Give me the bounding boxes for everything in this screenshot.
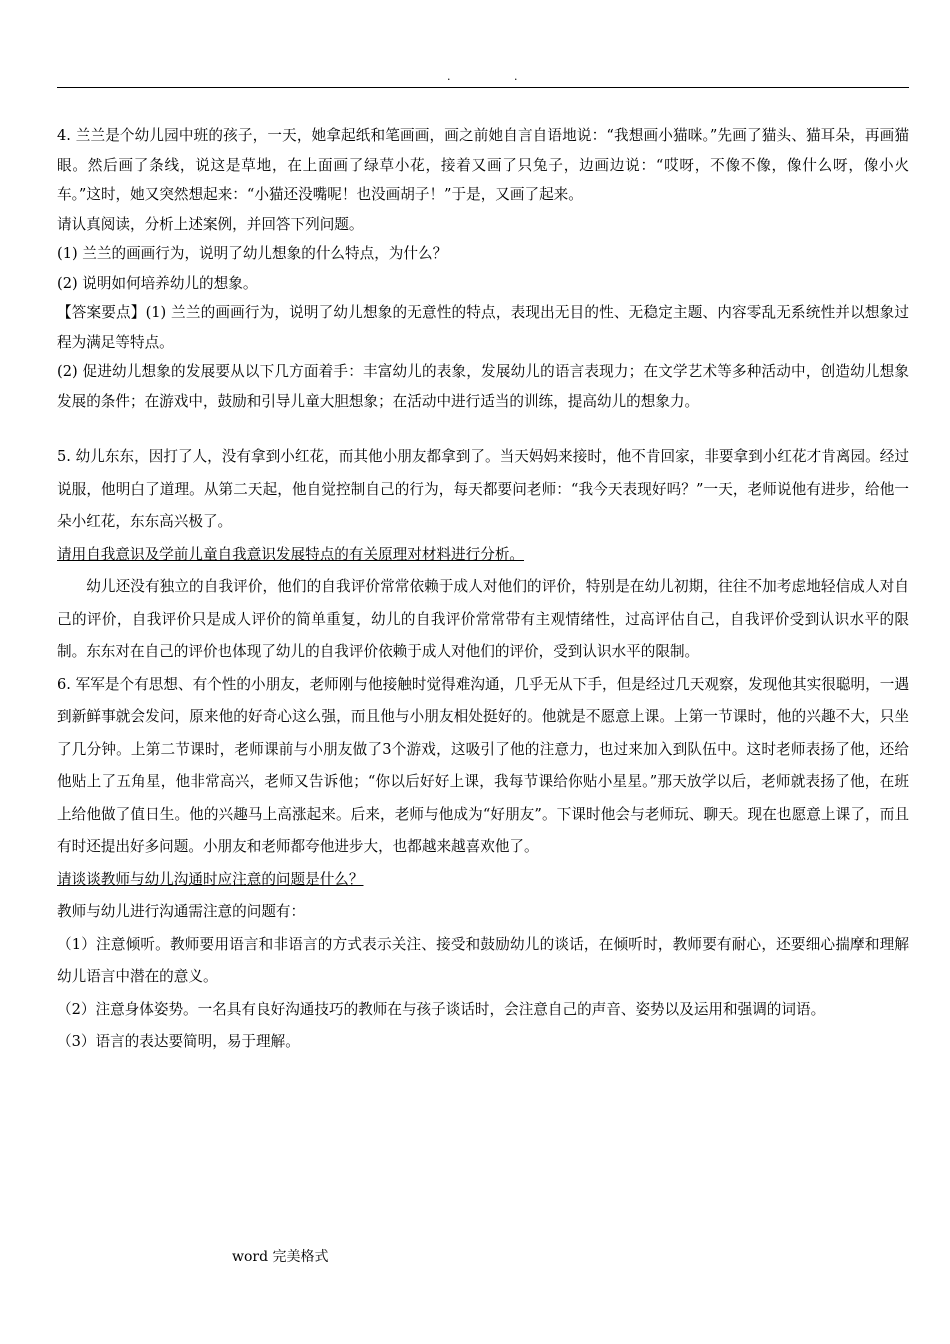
q5-stem: 5. 幼儿东东，因打了人，没有拿到小红花，而其他小朋友都拿到了。当天妈妈来接时，他不肯回家，非要拿到小红花才肯离园。经过说服，他明白了道理。从第二天起，他自觉控制自己的行为，每天都要问老师：“我今天表现好吗？”一天，老师说他有进步，给他一朵小红花，东东高兴极了。 bbox=[57, 448, 909, 530]
q4-sub-question-2: (2) 说明如何培养幼儿的想象。 bbox=[57, 274, 258, 292]
q5-question: 请用自我意识及学前儿童自我意识发展特点的有关原理对材料进行分析。 bbox=[57, 545, 525, 563]
q4-answer-2: (2) 促进幼儿想象的发展要从以下几方面着手：丰富幼儿的表象，发展幼儿的语言表现力；在文学艺术等多种活动中，创造幼儿想象发展的条件；在游戏中，鼓励和引导儿童大胆想象；在活动中进行适当的训练，提高幼儿的想象力。 bbox=[57, 363, 909, 410]
q6-point-2: （2）注意身体姿势。一名具有良好沟通技巧的教师在与孩子谈话时，会注意自己的声音、姿势以及运用和强调的词语。 bbox=[57, 1000, 826, 1018]
header-dot-right: . bbox=[514, 70, 518, 83]
section-gap bbox=[57, 416, 909, 441]
q4-instruction: 请认真阅读，分析上述案例，并回答下列问题。 bbox=[57, 215, 364, 233]
q6-answer-intro: 教师与幼儿进行沟通需注意的问题有： bbox=[57, 903, 306, 920]
question-4 bbox=[57, 121, 909, 416]
q4-answer-1: 【答案要点】(1) 兰兰的画画行为，说明了幼儿想象的无意性的特点，表现出无目的性、无稳定主题、内容零乱无系统性并以想象过程为满足等特点。 bbox=[57, 304, 909, 351]
header-rule bbox=[57, 87, 909, 88]
footer-label: word 完美格式 bbox=[232, 1249, 329, 1265]
q6-point-1: （1）注意倾听。教师要用语言和非语言的方式表示关注、接受和鼓励幼儿的谈话，在倾听时，教师要有耐心，还要细心揣摩和理解幼儿语言中潜在的意义。 bbox=[57, 935, 909, 985]
question-6 bbox=[57, 669, 909, 1059]
q4-sub-question-1: (1) 兰兰的画画行为，说明了幼儿想象的什么特点，为什么？ bbox=[57, 245, 448, 262]
q6-point-3: （3）语言的表达要简明，易于理解。 bbox=[57, 1033, 300, 1050]
q5-answer: 幼儿还没有独立的自我评价，他们的自我评价常常依赖于成人对他们的评价，特别是在幼儿初期，往往不加考虑地轻信成人对自己的评价，自我评价只是成人评价的简单重复，幼儿的自我评价常常带有主观情绪性，过高评估自己，自我评价受到认识水平的限制。东东对在自己的评价也体现了幼儿的自我评价依赖于成人对他们的评价，受到认识水平的限制。 bbox=[57, 578, 909, 660]
q6-stem: 6. 军军是个有思想、有个性的小朋友，老师刚与他接触时觉得难沟通，几乎无从下手，但是经过几天观察，发现他其实很聪明，一遇到新鲜事就会发问，原来他的好奇心这么强，而且他与小朋友相处挺好的。他就是不愿意上课。上第一节课时，他的兴趣不大，只坐了几分钟。上第二节课时，老师课前与小朋友做了3个游戏，这吸引了他的注意力，也过来加入到队伍中。这时老师表扬了他，还给他贴上了五角星，他非常高兴，老师又告诉他；“你以后好好上课，我每节课给你贴小星星。”那天放学以后，老师就表扬了他，在班上给他做了值日生。他的兴趣马上高涨起来。后来，老师与他成为“好朋友”。下课时他会与老师玩、聊天。现在也愿意上课了，而且有时还提出好多问题。小朋友和老师都夸他进步大，也都越来越喜欢他了。 bbox=[57, 675, 909, 855]
q6-question: 请谈谈教师与幼儿沟通时应注意的问题是什么？ bbox=[57, 870, 364, 888]
q4-stem: 4. 兰兰是个幼儿园中班的孩子，一天，她拿起纸和笔画画，画之前她自言自语地说：“我想画小猫咪。”先画了猫头、猫耳朵，再画猫眼。然后画了条线，说这是草地，在上面画了绿草小花，接着又画了只兔子，边画边说：“哎呀，不像不像，像什么呀，像小火车。”这时，她又突然想起来：“小猫还没嘴呢！也没画胡子！”于是，又画了起来。 bbox=[57, 127, 909, 203]
document-body bbox=[57, 121, 909, 1059]
question-5 bbox=[57, 441, 909, 669]
header-dot-left: . bbox=[447, 70, 451, 83]
